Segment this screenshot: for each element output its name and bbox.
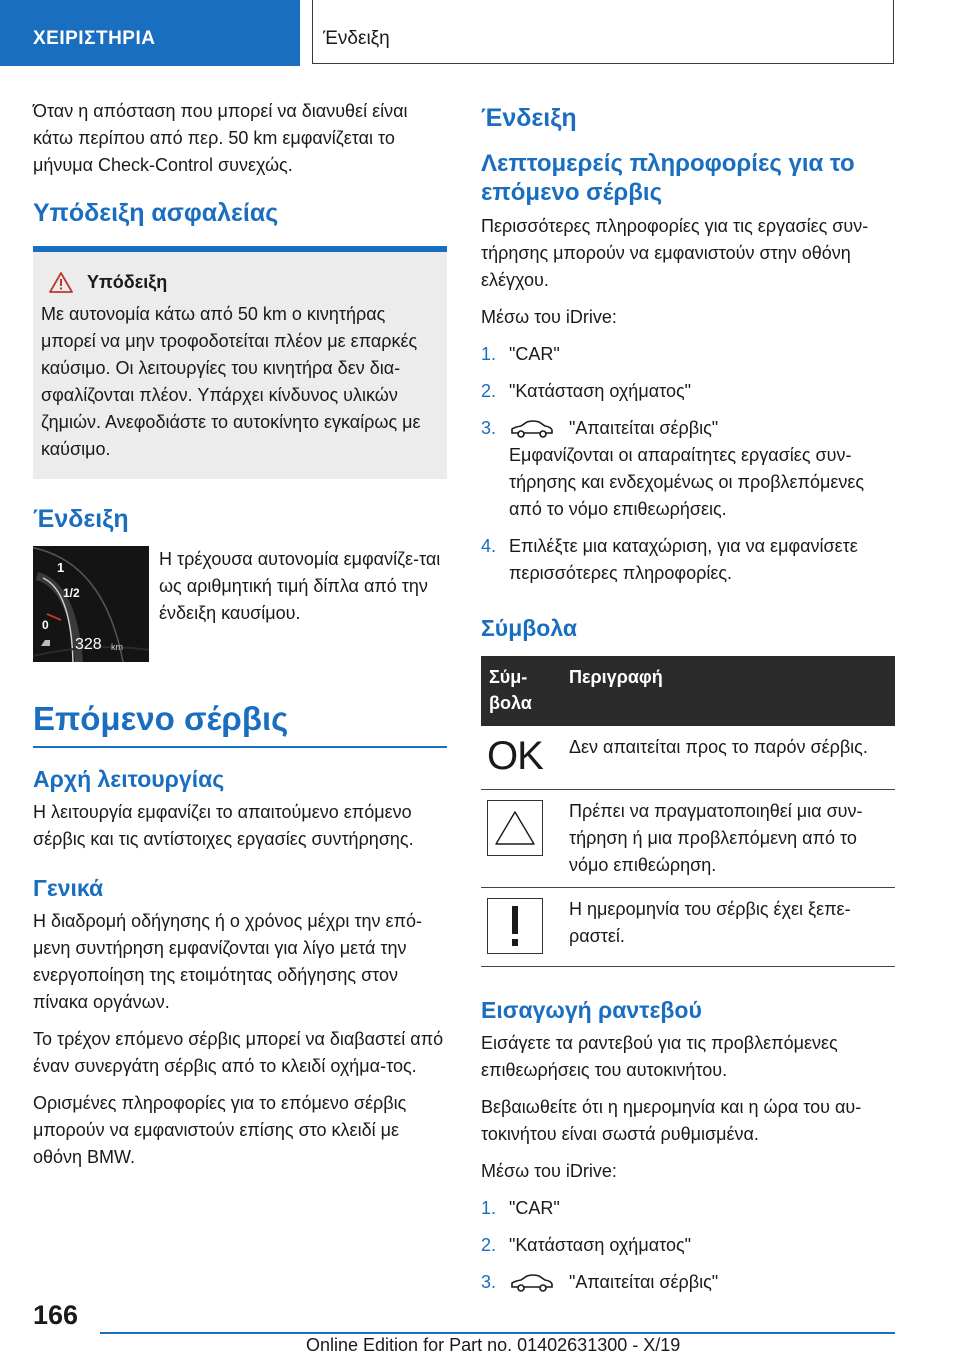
step-number: 3. bbox=[481, 1272, 497, 1292]
via-idrive-label: Μέσω του iDrive: bbox=[481, 307, 617, 327]
indication-text: Η τρέχουσα αυτονομία εμφανίζε-ται ως αριθμητική τιμή δίπλα από την ένδειξη καυσίμου. bbox=[159, 549, 441, 623]
list-item bbox=[481, 1269, 895, 1296]
list-item bbox=[481, 1195, 895, 1222]
function-heading: Αρχή λειτουργίας bbox=[33, 766, 225, 792]
indication-block bbox=[33, 546, 447, 662]
ok-symbol: OK bbox=[487, 734, 543, 778]
gauge-mark-0: 0 bbox=[42, 618, 49, 632]
symbol-cell bbox=[481, 790, 561, 888]
description-cell: Πρέπει να πραγματοποιηθεί μια συν-τήρηση ή μια προβλεπόμενη από το νόμο επιθεώρηση. bbox=[561, 790, 895, 888]
description-cell: Η ημερομηνία του σέρβις έχει ξεπε-ραστεί. bbox=[561, 888, 895, 967]
function-text: Η λειτουργία εμφανίζει το απαιτούμενο επόμενο σέρβις και τις αντίστοιχες εργασίες συντήρησης. bbox=[33, 802, 414, 849]
step-body bbox=[509, 1269, 895, 1296]
symbol-cell bbox=[481, 726, 561, 790]
step-number: 1. bbox=[481, 1198, 497, 1218]
car-service-icon bbox=[509, 1273, 555, 1293]
step-body bbox=[509, 415, 895, 523]
safety-heading: Υπόδειξη ασφαλείας bbox=[33, 199, 279, 227]
list-item bbox=[481, 378, 895, 405]
footer-rule bbox=[100, 1332, 895, 1334]
step-text: "Κατάσταση οχήματος" bbox=[509, 1235, 692, 1255]
car-service-icon bbox=[509, 419, 555, 439]
table-header-row bbox=[481, 656, 895, 726]
intro-paragraph: Όταν η απόσταση που μπορεί να διανυθεί είναι κάτω περίπου από περ. 50 km εμφανίζεται το μήνυμα Check-Control συνεχώς. bbox=[33, 101, 408, 175]
appointment-paragraph-1: Εισάγετε τα ραντεβού για τις προβλεπόμενες επιθεωρήσεις του αυτοκινήτου. bbox=[481, 1033, 838, 1080]
table-row bbox=[481, 726, 895, 790]
general-paragraph-1: Η διαδρομή οδήγησης ή ο χρόνος μέχρι την επό-μενη συντήρηση εμφανίζονται για λίγο μετά την ενεργοποίηση της ετοιμότητας οδήγησης στον πίνακα οργάνων. bbox=[33, 911, 422, 1012]
indication-heading: Ένδειξη bbox=[33, 505, 129, 533]
header-section-tab bbox=[0, 0, 300, 66]
gauge-mark-1: 1 bbox=[57, 560, 65, 575]
fuel-gauge-image bbox=[33, 546, 149, 662]
list-item bbox=[481, 533, 895, 587]
table-row bbox=[481, 888, 895, 967]
heading-rule bbox=[33, 746, 447, 748]
gauge-range-unit: km bbox=[111, 642, 123, 652]
step-number: 3. bbox=[481, 418, 497, 438]
exclamation-icon bbox=[509, 904, 521, 948]
warning-triangle-icon bbox=[49, 272, 73, 293]
gauge-range-value: 328 bbox=[75, 636, 102, 653]
step-text: "Απαιτείται σέρβις" bbox=[569, 418, 719, 438]
symbols-heading: Σύμβολα bbox=[481, 615, 577, 641]
warning-title bbox=[41, 272, 439, 293]
next-service-heading: Επόμενο σέρβις bbox=[33, 700, 289, 737]
warning-box bbox=[33, 246, 447, 479]
gauge-mark-half: 1/2 bbox=[63, 586, 80, 600]
column-header-symbols: Σύμ-βολα bbox=[481, 656, 561, 726]
right-column bbox=[481, 98, 895, 1308]
step-number: 1. bbox=[481, 344, 497, 364]
description-cell: Δεν απαιτείται προς το παρόν σέρβις. bbox=[561, 726, 895, 790]
table-row bbox=[481, 790, 895, 888]
details-heading: Λεπτομερείς πληροφορίες για το επόμενο σέρβις bbox=[481, 150, 855, 206]
general-paragraph-2: Το τρέχον επόμενο σέρβις μπορεί να διαβαστεί από έναν συνεργάτη σέρβις από το κλειδί οχήμα-τος. bbox=[33, 1029, 444, 1076]
step-text: "CAR" bbox=[509, 344, 560, 364]
appointment-paragraph-2: Βεβαιωθείτε ότι η ημερομηνία και η ώρα του αυ-τοκινήτου είναι σωστά ρυθμισμένα. bbox=[481, 1097, 862, 1144]
step-number: 4. bbox=[481, 536, 497, 556]
appointment-heading: Εισαγωγή ραντεβού bbox=[481, 997, 702, 1023]
column-header-description: Περιγραφή bbox=[561, 656, 895, 726]
step-text: Επιλέξτε μια καταχώριση, για να εμφανίσετε περισσότερες πληροφορίες. bbox=[509, 536, 858, 583]
header-chapter-tab bbox=[312, 0, 894, 64]
via-idrive-label-2: Μέσω του iDrive: bbox=[481, 1161, 617, 1181]
step-subtext: Εμφανίζονται οι απαραίτητες εργασίες συν-τήρησης και ενδεχομένως οι προβλεπόμενες από το νόμο επιθεωρήσεις. bbox=[509, 445, 865, 519]
right-indication-heading: Ένδειξη bbox=[481, 104, 577, 132]
warning-triangle-icon bbox=[494, 810, 536, 846]
page-number: 166 bbox=[33, 1300, 79, 1330]
header-section-label: ΧΕΙΡΙΣΤΗΡΙΑ bbox=[33, 28, 156, 49]
warning-symbol-box bbox=[487, 800, 543, 856]
appointment-steps-list bbox=[481, 1195, 895, 1296]
list-item bbox=[481, 1232, 895, 1259]
details-steps-list bbox=[481, 341, 895, 587]
step-number: 2. bbox=[481, 381, 497, 401]
exclamation-symbol-box bbox=[487, 898, 543, 954]
details-text: Περισσότερες πληροφορίες για τις εργασίες συν-τήρησης μπορούν να εμφανιστούν στην οθόνη ελέγχου. bbox=[481, 216, 869, 290]
header-chapter-label: Ένδειξη bbox=[323, 28, 390, 49]
general-paragraph-3: Ορισμένες πληροφορίες για το επόμενο σέρβις μπορούν να εμφανιστούν επίσης στο κλειδί με οθόνη BMW. bbox=[33, 1093, 407, 1167]
symbol-cell bbox=[481, 888, 561, 967]
warning-title-label: Υπόδειξη bbox=[87, 272, 168, 292]
step-number: 2. bbox=[481, 1235, 497, 1255]
warning-text: Με αυτονομία κάτω από 50 km ο κινητήρας μπορεί να μην τροφοδοτείται πλέον με επαρκές καύσιμο. Οι λειτουργίες του κινητήρα δεν δια-σφαλίζονται πλέον. Υπάρχει κίνδυνος υλικών ζημιών. Ανεφοδιάστε το αυτοκίνητο εγκαίρως με καύσιμο. bbox=[41, 304, 421, 459]
step-text: "CAR" bbox=[509, 1198, 560, 1218]
symbols-table bbox=[481, 656, 895, 967]
general-heading: Γενικά bbox=[33, 875, 104, 901]
footer-edition: Online Edition for Part no. 01402631300 - X/19 bbox=[306, 1335, 681, 1355]
list-item bbox=[481, 415, 895, 523]
list-item bbox=[481, 341, 895, 368]
step-text: "Απαιτείται σέρβις" bbox=[569, 1272, 719, 1292]
left-column bbox=[33, 98, 447, 1181]
step-text: "Κατάσταση οχήματος" bbox=[509, 381, 692, 401]
